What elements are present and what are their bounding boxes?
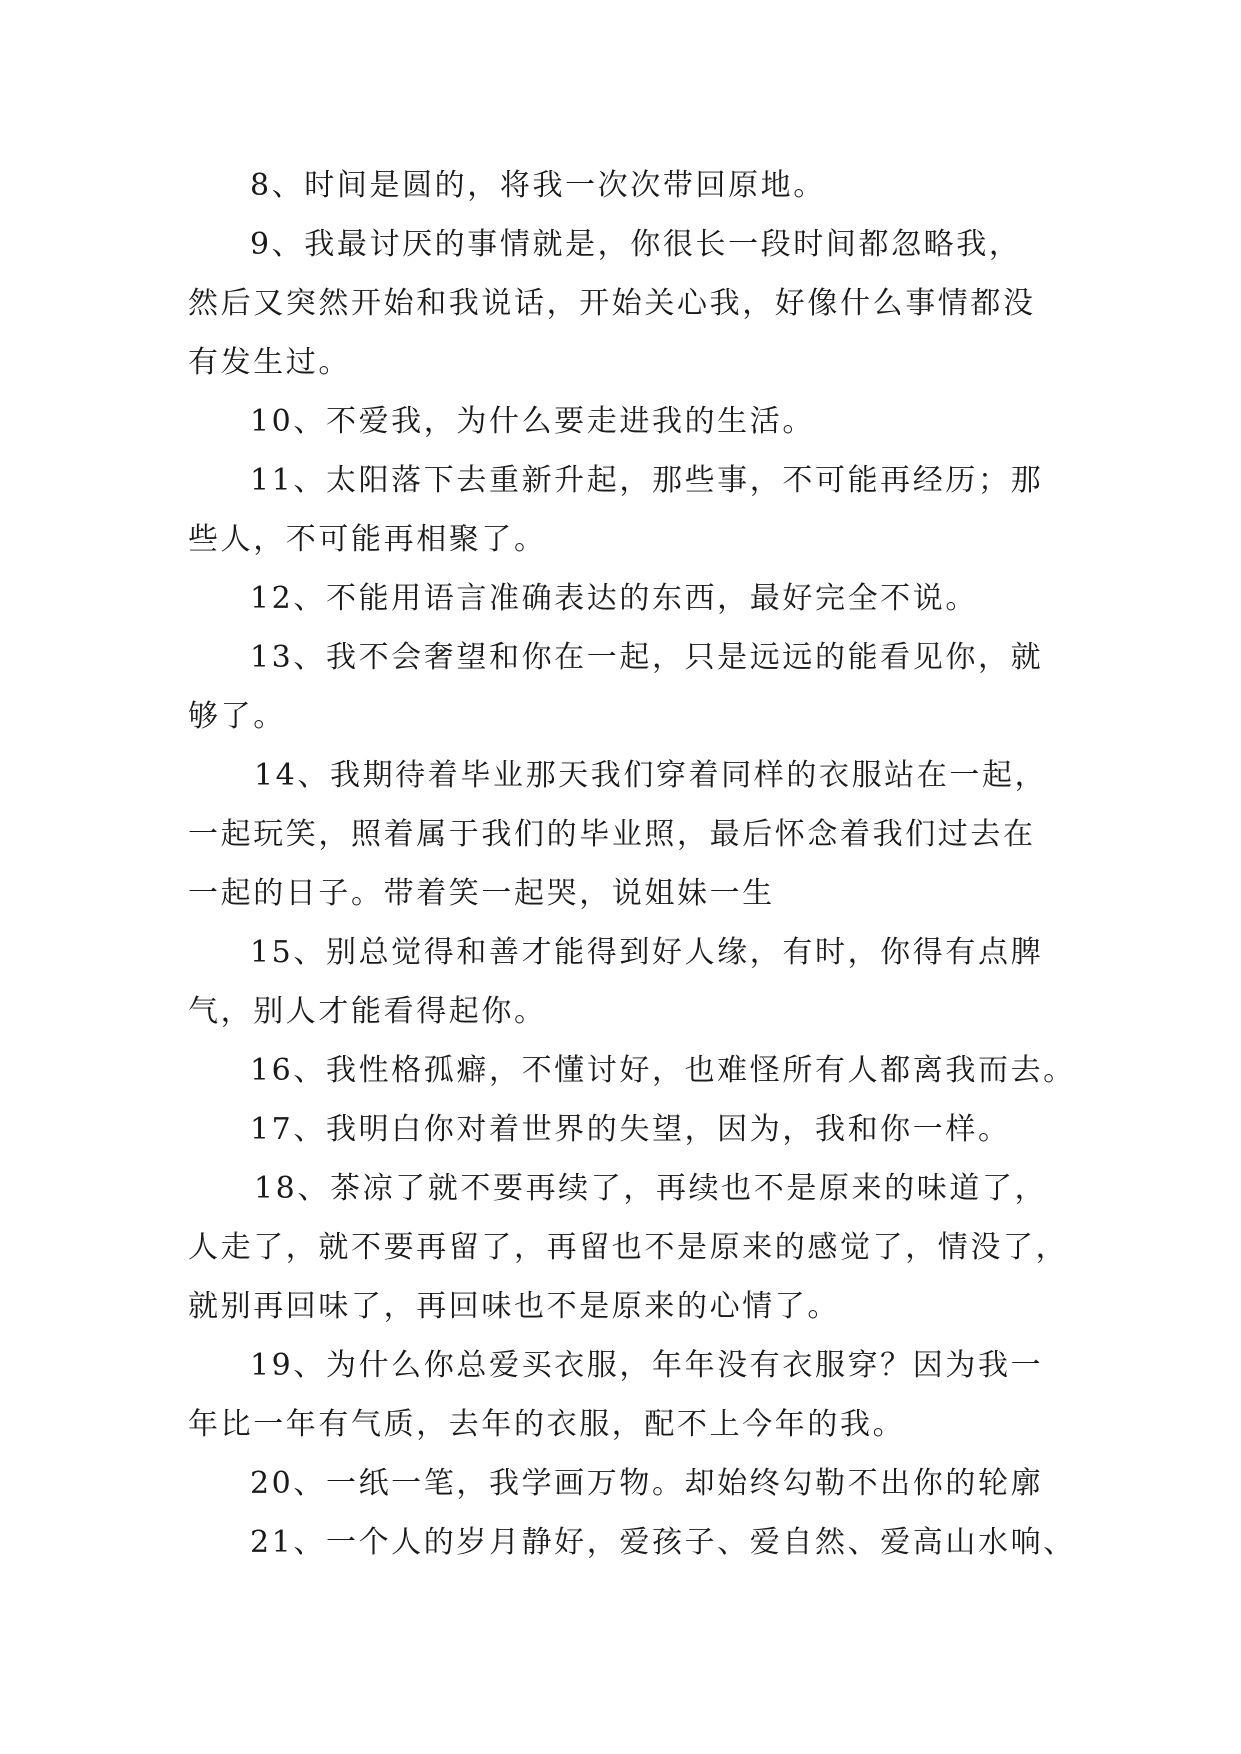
text-line: 就别再回味了，再回味也不是原来的心情了。 (188, 1289, 840, 1324)
text-line: 一起的日子。带着笑一起哭，说姐妹一生 (188, 876, 775, 911)
text-line: 20、一纸一笔，我学画万物。却始终勾勒不出你的轮廓 (250, 1466, 1044, 1501)
text-line: 人走了，就不要再留了，再留也不是原来的感觉了，情没了， (188, 1230, 1069, 1265)
text-line: 15、别总觉得和善才能得到好人缘，有时，你得有点脾 (250, 935, 1044, 970)
text-line: 13、我不会奢望和你在一起，只是远远的能看见你，就 (250, 640, 1044, 675)
text-line: 然后又突然开始和我说话，开始关心我，好像什么事情都没 (188, 286, 1036, 321)
text-line: 有发生过。 (188, 345, 351, 380)
text-line: 12、不能用语言准确表达的东西，最好完全不说。 (250, 581, 978, 616)
text-line: 11、太阳落下去重新升起，那些事，不可能再经历；那 (250, 463, 1044, 498)
text-line: 16、我性格孤癖，不懂讨好，也难怪所有人都离我而去。 (250, 1053, 1076, 1088)
text-line: 10、不爱我，为什么要走进我的生活。 (250, 404, 815, 439)
text-line: 18、茶凉了就不要再续了，再续也不是原来的味道了， (254, 1171, 1048, 1206)
text-line: 8、时间是圆的，将我一次次带回原地。 (250, 168, 826, 203)
text-line: 19、为什么你总爱买衣服，年年没有衣服穿？因为我一 (250, 1348, 1044, 1383)
text-line: 9、我最讨厌的事情就是，你很长一段时间都忽略我， (250, 227, 1022, 262)
text-line: 17、我明白你对着世界的失望，因为，我和你一样。 (250, 1112, 1011, 1147)
text-line: 21、一个人的岁月静好，爱孩子、爱自然、爱高山水响、 (250, 1525, 1076, 1560)
text-line: 一起玩笑，照着属于我们的毕业照，最后怀念着我们过去在 (188, 817, 1036, 852)
text-line: 够了。 (188, 699, 286, 734)
text-line: 气，别人才能看得起你。 (188, 994, 547, 1029)
text-line: 年比一年有气质，去年的衣服，配不上今年的我。 (188, 1407, 906, 1442)
text-line: 14、我期待着毕业那天我们穿着同样的衣服站在一起， (254, 758, 1048, 793)
text-line: 些人，不可能再相聚了。 (188, 522, 547, 557)
